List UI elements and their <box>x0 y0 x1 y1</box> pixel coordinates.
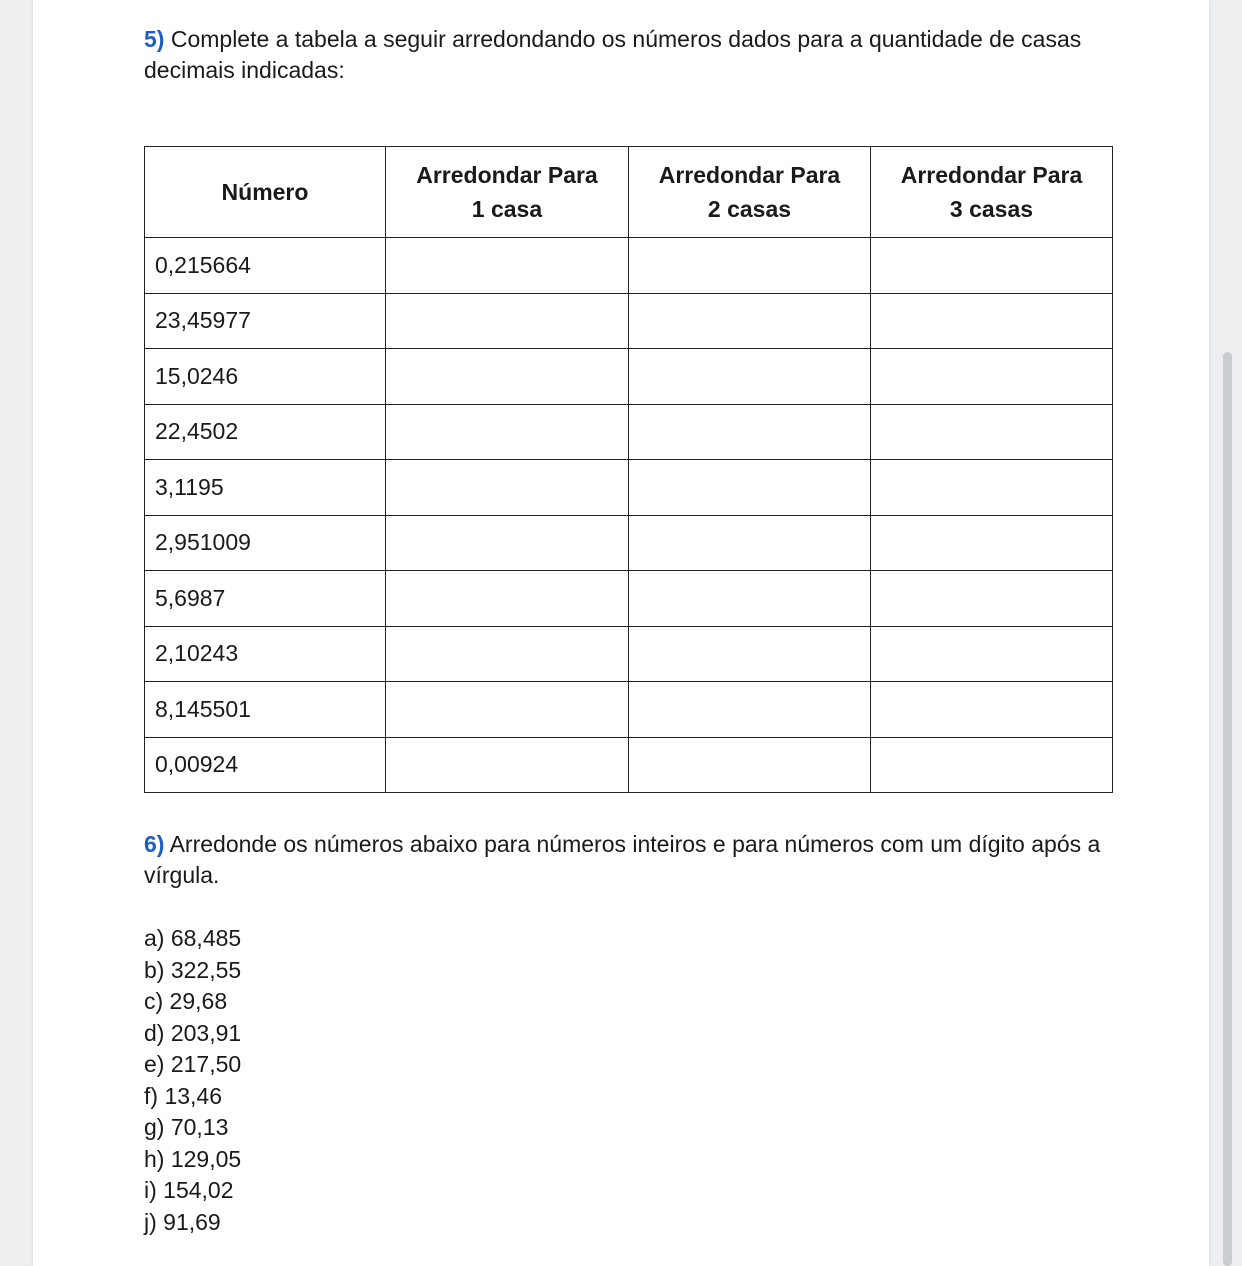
document-page <box>33 0 1209 1266</box>
answer-cell[interactable] <box>628 737 870 793</box>
answer-cell[interactable] <box>628 626 870 682</box>
table-row <box>145 349 1113 405</box>
number-cell: 0,00924 <box>145 737 386 793</box>
table-row <box>145 682 1113 738</box>
answer-cell[interactable] <box>385 682 628 738</box>
answer-cell[interactable] <box>385 571 628 627</box>
list-item: d) 203,91 <box>144 1019 242 1046</box>
answer-cell[interactable] <box>385 737 628 793</box>
answer-cell[interactable] <box>385 349 628 405</box>
number-cell: 22,4502 <box>145 404 386 460</box>
answer-cell[interactable] <box>628 571 870 627</box>
answer-cell[interactable] <box>628 404 870 460</box>
question-6-number: 6) <box>144 831 165 857</box>
table-header-cell: Arredondar Para 1 casa <box>385 147 628 238</box>
list-item: j) 91,69 <box>144 1208 221 1235</box>
answer-cell[interactable] <box>870 515 1112 571</box>
question-6-text: Arredonde os números abaixo para números inteiros e para números com um dígito após a vírgula. <box>144 831 1101 888</box>
question-5-text: Complete a tabela a seguir arredondando os números dados para a quantidade de casas decimais indicadas: <box>144 26 1082 83</box>
table-row <box>145 293 1113 349</box>
list-item: h) 129,05 <box>144 1145 242 1172</box>
list-item: g) 70,13 <box>144 1114 229 1140</box>
table-row <box>145 404 1113 460</box>
answer-cell[interactable] <box>870 571 1112 627</box>
list-item: e) 217,50 <box>144 1051 242 1077</box>
table-header-cell: Arredondar Para 3 casas <box>870 147 1112 238</box>
answer-cell[interactable] <box>870 404 1112 460</box>
list-item: f) 13,46 <box>144 1082 222 1109</box>
table-body <box>145 238 1113 793</box>
answer-cell[interactable] <box>385 293 628 349</box>
number-cell: 8,145501 <box>145 682 386 738</box>
table-row <box>145 571 1113 627</box>
question-5 <box>144 24 1114 86</box>
question-6 <box>144 829 1114 891</box>
answer-cell[interactable] <box>870 737 1112 793</box>
number-cell: 23,45977 <box>145 293 386 349</box>
answer-cell[interactable] <box>628 293 870 349</box>
table-row <box>145 737 1113 793</box>
answer-cell[interactable] <box>385 404 628 460</box>
list-item: i) 154,02 <box>144 1177 234 1203</box>
answer-cell[interactable] <box>628 349 870 405</box>
number-cell: 5,6987 <box>145 571 386 627</box>
answer-cell[interactable] <box>385 515 628 571</box>
answer-cell[interactable] <box>385 238 628 294</box>
scrollbar-thumb[interactable] <box>1223 352 1232 1266</box>
answer-cell[interactable] <box>385 626 628 682</box>
number-cell: 2,10243 <box>145 626 386 682</box>
answer-cell[interactable] <box>870 349 1112 405</box>
number-cell: 3,1195 <box>145 460 386 516</box>
rounding-table <box>144 146 1113 793</box>
table-header-row <box>145 147 1113 238</box>
question-5-number: 5) <box>144 26 165 52</box>
table-row <box>145 626 1113 682</box>
answer-cell[interactable] <box>628 238 870 294</box>
list-item: a) 68,485 <box>144 925 242 951</box>
number-cell: 2,951009 <box>145 515 386 571</box>
table-row <box>145 238 1113 294</box>
answer-cell[interactable] <box>628 682 870 738</box>
answer-cell[interactable] <box>628 460 870 516</box>
table-row <box>145 515 1113 571</box>
table-header-cell: Arredondar Para 2 casas <box>628 147 870 238</box>
number-cell: 15,0246 <box>145 349 386 405</box>
question-6-item-list <box>144 923 241 1238</box>
list-item: c) 29,68 <box>144 988 228 1014</box>
number-cell: 0,215664 <box>145 238 386 294</box>
answer-cell[interactable] <box>870 626 1112 682</box>
answer-cell[interactable] <box>870 460 1112 516</box>
list-item: b) 322,55 <box>144 956 242 983</box>
answer-cell[interactable] <box>870 682 1112 738</box>
table-row <box>145 460 1113 516</box>
table-header-cell: Número <box>145 147 386 238</box>
answer-cell[interactable] <box>870 238 1112 294</box>
answer-cell[interactable] <box>385 460 628 516</box>
answer-cell[interactable] <box>628 515 870 571</box>
answer-cell[interactable] <box>870 293 1112 349</box>
